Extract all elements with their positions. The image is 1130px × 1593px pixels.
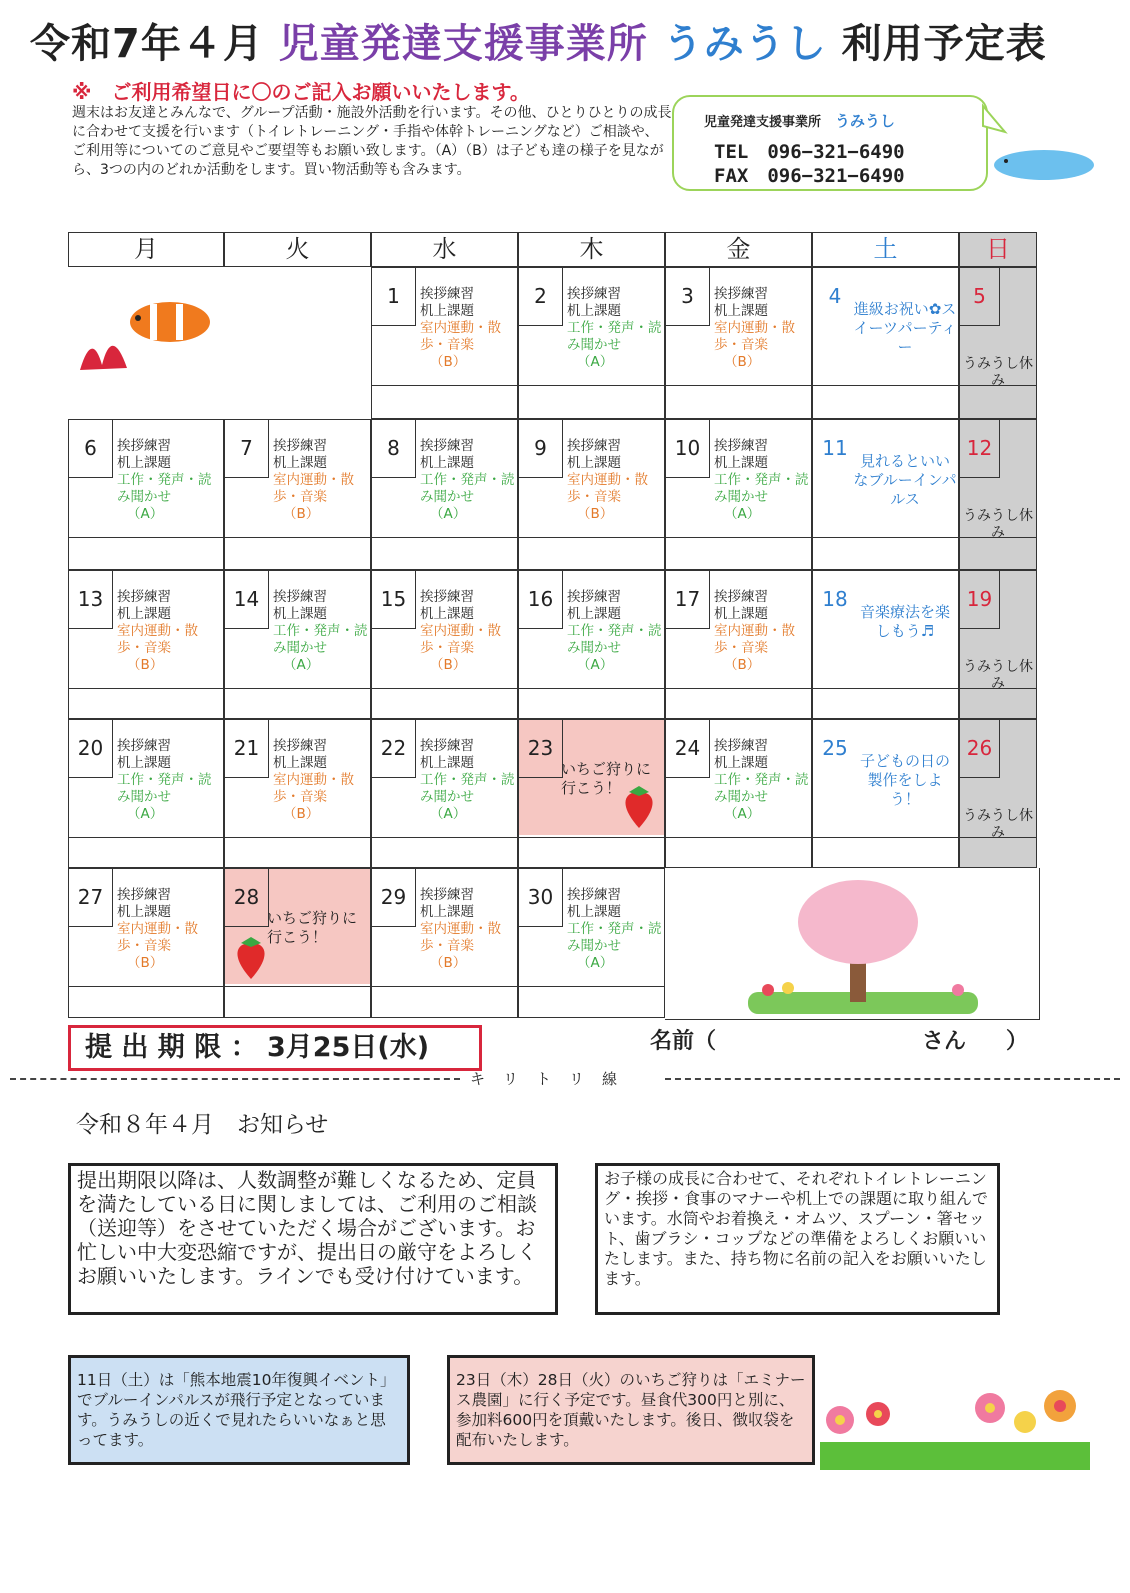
deadline-label: 提 出 期 限 ： 3月25日(水) bbox=[68, 1025, 482, 1071]
day-cell-21[interactable] bbox=[224, 719, 371, 868]
activity-a: 工作・発声・読み聞かせ bbox=[420, 772, 515, 805]
day-cell-20[interactable] bbox=[68, 719, 224, 868]
attendance-mark-area[interactable] bbox=[813, 688, 958, 689]
day-content bbox=[372, 420, 517, 535]
activity-list bbox=[420, 286, 520, 371]
activity-b: 室内運動・散歩・音楽 bbox=[714, 623, 795, 656]
day-number: 12 bbox=[960, 420, 1000, 478]
day-content bbox=[225, 720, 370, 835]
blue-impulse-notice-box: 11日（土）は「熊本地震10年復興イベント」でブルーインパルスが飛行予定となっています。うみうしの近くで見れたらいいなぁと思ってます。 bbox=[68, 1355, 410, 1465]
strawberry-event-text: いちご狩りに行こう！ bbox=[561, 760, 652, 797]
day-content bbox=[813, 420, 958, 535]
clownfish-coral-icon bbox=[72, 270, 222, 380]
attendance-mark-area[interactable] bbox=[225, 837, 370, 838]
day-cell-30[interactable] bbox=[518, 868, 665, 1018]
day-cell-10[interactable] bbox=[665, 419, 812, 570]
attendance-mark-area[interactable] bbox=[372, 537, 517, 538]
day-number: 19 bbox=[960, 571, 1000, 629]
activity-greeting: 挨拶練習 bbox=[420, 887, 474, 903]
activity-desk: 机上課題 bbox=[117, 904, 171, 920]
activity-tag: （A） bbox=[724, 506, 761, 522]
day-number: 14 bbox=[225, 571, 269, 629]
activity-desk: 机上課題 bbox=[714, 755, 768, 771]
activity-desk: 机上課題 bbox=[117, 606, 171, 622]
day-number: 15 bbox=[372, 571, 416, 629]
activity-tag: （A） bbox=[430, 506, 467, 522]
cut-line-label: キリトリ線 bbox=[470, 1070, 636, 1088]
day-number: 11 bbox=[822, 436, 848, 460]
day-content bbox=[225, 571, 370, 686]
contact-bubble bbox=[672, 95, 988, 191]
day-content bbox=[666, 571, 811, 686]
day-number: 21 bbox=[225, 720, 269, 778]
day-cell-28[interactable] bbox=[224, 868, 371, 1018]
activity-list bbox=[420, 438, 520, 523]
activity-greeting: 挨拶練習 bbox=[714, 738, 768, 754]
activity-list bbox=[117, 438, 217, 523]
attendance-mark-area[interactable] bbox=[372, 986, 517, 987]
activity-greeting: 挨拶練習 bbox=[567, 438, 621, 454]
title-prefix: 令和7年４月 bbox=[30, 21, 264, 67]
activity-a: 工作・発声・読み聞かせ bbox=[117, 772, 212, 805]
activity-list bbox=[273, 738, 373, 823]
activity-tag: （A） bbox=[577, 354, 614, 370]
day-content bbox=[519, 571, 664, 686]
attendance-mark-area[interactable] bbox=[519, 986, 664, 987]
day-content bbox=[813, 268, 958, 383]
day-number: 18 bbox=[822, 587, 848, 611]
day-number: 30 bbox=[519, 869, 563, 927]
day-number: 26 bbox=[960, 720, 1000, 778]
day-cell-16[interactable] bbox=[518, 570, 665, 719]
activity-list bbox=[714, 286, 814, 371]
day-cell-8[interactable] bbox=[371, 419, 518, 570]
bubble-tail-icon bbox=[975, 100, 1015, 140]
day-number: 16 bbox=[519, 571, 563, 629]
holiday-text: うみうし休み bbox=[963, 508, 1033, 541]
activity-tag: （A） bbox=[724, 806, 761, 822]
attendance-mark-area[interactable] bbox=[666, 837, 811, 838]
day-number: 23 bbox=[519, 720, 563, 778]
activity-tag: （B） bbox=[724, 657, 761, 673]
day-number: 24 bbox=[666, 720, 710, 778]
attendance-mark-area[interactable] bbox=[372, 837, 517, 838]
day-number: 6 bbox=[69, 420, 113, 478]
day-cell-5[interactable] bbox=[959, 267, 1037, 419]
activity-tag: （A） bbox=[127, 506, 164, 522]
activity-tag: （B） bbox=[724, 354, 761, 370]
day-number: 9 bbox=[519, 420, 563, 478]
name-label: 名前（ bbox=[650, 1029, 717, 1054]
activity-desk: 机上課題 bbox=[567, 303, 621, 319]
calendar bbox=[68, 232, 1040, 1020]
activity-greeting: 挨拶練習 bbox=[420, 438, 474, 454]
activity-greeting: 挨拶練習 bbox=[567, 589, 621, 605]
day-number: 28 bbox=[225, 869, 269, 927]
day-number: 7 bbox=[225, 420, 269, 478]
day-cell-13[interactable] bbox=[68, 570, 224, 719]
activity-greeting: 挨拶練習 bbox=[567, 286, 621, 302]
day-content bbox=[813, 720, 958, 835]
activity-list bbox=[117, 887, 217, 972]
day-content bbox=[813, 571, 958, 686]
day-cell-14[interactable] bbox=[224, 570, 371, 719]
belongings-notice-box: お子様の成長に合わせて、それぞれトイレトレーニング・挨拶・食事のマナーや机上での課題に取り組んでいます。水筒やお着換え・オムツ、スプーン・箸セット、歯ブラシ・コップなどの準備をよろしくお願いいたします。また、持ち物に名前の記入をお願いいたします。 bbox=[595, 1163, 1000, 1315]
day-cell-23[interactable] bbox=[518, 719, 665, 868]
activity-greeting: 挨拶練習 bbox=[714, 286, 768, 302]
day-content bbox=[519, 268, 664, 383]
activity-list bbox=[567, 438, 667, 523]
contact-fax: FAX 096−321−6490 bbox=[714, 165, 905, 187]
day-cell-12[interactable] bbox=[959, 419, 1037, 570]
activity-greeting: 挨拶練習 bbox=[117, 589, 171, 605]
activity-tag: （B） bbox=[577, 506, 614, 522]
day-content bbox=[372, 268, 517, 383]
day-content bbox=[69, 720, 223, 835]
activity-desk: 机上課題 bbox=[567, 455, 621, 471]
day-content bbox=[960, 268, 1036, 389]
activity-b: 室内運動・散歩・音楽 bbox=[273, 772, 354, 805]
attendance-mark-area[interactable] bbox=[225, 688, 370, 689]
event-text: 子どもの日の製作をしよう！ bbox=[859, 752, 950, 808]
day-number: 20 bbox=[69, 720, 113, 778]
day-content bbox=[519, 720, 664, 835]
activity-greeting: 挨拶練習 bbox=[714, 589, 768, 605]
activity-tag: （B） bbox=[127, 657, 164, 673]
flowers-icon bbox=[820, 1380, 1090, 1470]
page-title bbox=[30, 12, 1047, 69]
activity-list bbox=[714, 738, 814, 823]
attendance-mark-area[interactable] bbox=[813, 385, 958, 386]
activity-desk: 机上課題 bbox=[420, 303, 474, 319]
attendance-mark-area[interactable] bbox=[666, 385, 811, 386]
attendance-mark-area[interactable] bbox=[960, 385, 1036, 386]
activity-list bbox=[420, 887, 520, 972]
name-field[interactable] bbox=[650, 1024, 1029, 1055]
activity-tag: （A） bbox=[127, 806, 164, 822]
day-content bbox=[69, 571, 223, 686]
attendance-mark-area[interactable] bbox=[225, 537, 370, 538]
description-text: 週末はお友達とみんなで、グループ活動・施設外活動を行います。その他、ひとりひとりの成長に合わせて支援を行います（トイレトレーニング・手指や体幹トレーニングなど）ご相談や、ご利用等についてのご意見やご要望等もお願い致します。（A）（B）は子ども達の様子を見ながら、3つの内のどれか活動をします。買い物活動等も含みます。 bbox=[72, 105, 672, 178]
event-text: 音楽療法を楽しもう♬ bbox=[859, 603, 950, 640]
day-number: 25 bbox=[822, 736, 848, 760]
cut-line-right bbox=[665, 1078, 1120, 1080]
activity-tag: （A） bbox=[430, 806, 467, 822]
attendance-mark-area[interactable] bbox=[519, 688, 664, 689]
title-facility: 児童発達支援事業所 bbox=[278, 21, 648, 67]
activity-desk: 机上課題 bbox=[567, 606, 621, 622]
activity-list bbox=[420, 738, 520, 823]
day-cell-27[interactable] bbox=[68, 868, 224, 1018]
strawberry-notice-box: 23日（木）28日（火）のいちご狩りは「エミナース農園」に行く予定です。昼食代300円と別に、参加料600円を頂戴いたします。後日、徴収袋を配布いたします。 bbox=[447, 1355, 815, 1465]
attendance-mark-area[interactable] bbox=[69, 986, 223, 987]
holiday-text: うみうし休み bbox=[963, 356, 1033, 389]
weekday-6: 日 bbox=[959, 232, 1037, 267]
day-number: 27 bbox=[69, 869, 113, 927]
strawberry-icon bbox=[617, 782, 661, 830]
day-cell-9[interactable] bbox=[518, 419, 665, 570]
activity-a: 工作・発声・読み聞かせ bbox=[567, 921, 662, 954]
activity-desk: 机上課題 bbox=[714, 303, 768, 319]
day-number: 10 bbox=[666, 420, 710, 478]
activity-tag: （B） bbox=[430, 657, 467, 673]
activity-list bbox=[273, 589, 373, 674]
activity-desk: 机上課題 bbox=[273, 606, 327, 622]
name-close: ） bbox=[1006, 1029, 1029, 1054]
activity-greeting: 挨拶練習 bbox=[420, 286, 474, 302]
activity-desk: 机上課題 bbox=[567, 904, 621, 920]
notice-text: ※ ご利用希望日に〇のご記入お願いいたします。 bbox=[72, 80, 530, 104]
activity-greeting: 挨拶練習 bbox=[420, 738, 474, 754]
activity-greeting: 挨拶練習 bbox=[117, 738, 171, 754]
day-content bbox=[372, 869, 517, 984]
activity-desk: 机上課題 bbox=[273, 755, 327, 771]
activity-a: 工作・発声・読み聞かせ bbox=[714, 472, 809, 505]
day-cell-11[interactable] bbox=[812, 419, 959, 570]
day-cell-6[interactable] bbox=[68, 419, 224, 570]
activity-greeting: 挨拶練習 bbox=[273, 589, 327, 605]
day-cell-25[interactable] bbox=[812, 719, 959, 868]
activity-list bbox=[567, 286, 667, 371]
attendance-mark-area[interactable] bbox=[372, 385, 517, 386]
day-number: 3 bbox=[666, 268, 710, 326]
day-cell-7[interactable] bbox=[224, 419, 371, 570]
activity-desk: 机上課題 bbox=[117, 755, 171, 771]
activity-desk: 机上課題 bbox=[420, 455, 474, 471]
attendance-mark-area[interactable] bbox=[666, 688, 811, 689]
activity-b: 室内運動・散歩・音楽 bbox=[117, 623, 198, 656]
event-text: 見れるといいなブルーインパルス bbox=[853, 452, 957, 508]
day-content bbox=[69, 420, 223, 535]
cloud-fish-icon bbox=[992, 143, 1096, 185]
activity-desk: 机上課題 bbox=[273, 455, 327, 471]
holiday-text: うみうし休み bbox=[963, 659, 1033, 692]
day-cell-18[interactable] bbox=[812, 570, 959, 719]
weekday-1: 火 bbox=[224, 232, 371, 267]
weekday-3: 木 bbox=[518, 232, 665, 267]
activity-b: 室内運動・散歩・音楽 bbox=[117, 921, 198, 954]
day-content bbox=[960, 420, 1036, 541]
activity-list bbox=[714, 589, 814, 674]
attendance-mark-area[interactable] bbox=[372, 688, 517, 689]
day-cell-19[interactable] bbox=[959, 570, 1037, 719]
activity-a: 工作・発声・読み聞かせ bbox=[273, 623, 368, 656]
activity-desk: 机上課題 bbox=[714, 455, 768, 471]
activity-greeting: 挨拶練習 bbox=[273, 438, 327, 454]
attendance-mark-area[interactable] bbox=[960, 837, 1036, 838]
contact-tel: TEL 096−321−6490 bbox=[714, 141, 905, 163]
day-content bbox=[372, 571, 517, 686]
day-cell-29[interactable] bbox=[371, 868, 518, 1018]
day-content bbox=[666, 268, 811, 383]
activity-list bbox=[420, 589, 520, 674]
activity-a: 工作・発声・読み聞かせ bbox=[420, 472, 515, 505]
day-cell-24[interactable] bbox=[665, 719, 812, 868]
attendance-mark-area[interactable] bbox=[69, 537, 223, 538]
activity-tag: （B） bbox=[283, 806, 320, 822]
activity-greeting: 挨拶練習 bbox=[273, 738, 327, 754]
contact-label: 児童発達支援事業所 うみうし bbox=[704, 112, 896, 130]
day-number: 5 bbox=[960, 268, 1000, 326]
activity-desk: 机上課題 bbox=[420, 755, 474, 771]
day-content bbox=[225, 420, 370, 535]
day-number: 22 bbox=[372, 720, 416, 778]
attendance-mark-area[interactable] bbox=[225, 986, 370, 987]
activity-b: 室内運動・散歩・音楽 bbox=[714, 320, 795, 353]
day-cell-17[interactable] bbox=[665, 570, 812, 719]
activity-desk: 机上課題 bbox=[117, 455, 171, 471]
day-content bbox=[666, 420, 811, 535]
activity-a: 工作・発声・読み聞かせ bbox=[567, 320, 662, 353]
activity-tag: （A） bbox=[577, 955, 614, 971]
cut-line-left bbox=[10, 1078, 460, 1080]
activity-list bbox=[714, 438, 814, 523]
day-number: 17 bbox=[666, 571, 710, 629]
day-content bbox=[69, 869, 223, 984]
activity-greeting: 挨拶練習 bbox=[714, 438, 768, 454]
activity-b: 室内運動・散歩・音楽 bbox=[420, 320, 501, 353]
day-cell-1[interactable] bbox=[371, 267, 518, 419]
attendance-mark-area[interactable] bbox=[813, 537, 958, 538]
activity-tag: （B） bbox=[283, 506, 320, 522]
activity-b: 室内運動・散歩・音楽 bbox=[567, 472, 648, 505]
activity-list bbox=[567, 887, 667, 972]
activity-greeting: 挨拶練習 bbox=[420, 589, 474, 605]
activity-b: 室内運動・散歩・音楽 bbox=[420, 623, 501, 656]
day-content bbox=[960, 720, 1036, 841]
activity-greeting: 挨拶練習 bbox=[117, 438, 171, 454]
day-number: 4 bbox=[828, 284, 842, 308]
day-number: 2 bbox=[519, 268, 563, 326]
day-content bbox=[666, 720, 811, 835]
title-name: うみうし bbox=[662, 21, 827, 67]
deadline-notice-box: 提出期限以降は、人数調整が難しくなるため、定員を満たしている日に関しましては、ご利用のご相談（送迎等）をさせていただく場合がございます。お忙しい中大変恐縮ですが、提出日の厳守をよろしくお願いいたします。ラインでも受け付けています。 bbox=[68, 1163, 558, 1315]
day-cell-26[interactable] bbox=[959, 719, 1037, 868]
day-cell-2[interactable] bbox=[518, 267, 665, 419]
contact-name: うみうし bbox=[835, 112, 896, 130]
activity-greeting: 挨拶練習 bbox=[117, 887, 171, 903]
day-cell-15[interactable] bbox=[371, 570, 518, 719]
activity-desk: 机上課題 bbox=[420, 606, 474, 622]
day-cell-22[interactable] bbox=[371, 719, 518, 868]
weekday-2: 水 bbox=[371, 232, 518, 267]
attendance-mark-area[interactable] bbox=[519, 385, 664, 386]
attendance-mark-area[interactable] bbox=[519, 837, 664, 838]
day-content bbox=[225, 869, 370, 984]
day-cell-4[interactable] bbox=[812, 267, 959, 419]
strawberry-event-text: いちご狩りに行こう！ bbox=[267, 909, 358, 946]
event-text: 進級お祝い✿スイーツパーティー bbox=[853, 300, 957, 356]
day-content bbox=[960, 571, 1036, 692]
activity-b: 室内運動・散歩・音楽 bbox=[273, 472, 354, 505]
activity-tag: （B） bbox=[430, 955, 467, 971]
weekday-4: 金 bbox=[665, 232, 812, 267]
holiday-text: うみうし休み bbox=[963, 808, 1033, 841]
name-san: さん bbox=[922, 1029, 967, 1054]
activity-greeting: 挨拶練習 bbox=[567, 887, 621, 903]
title-suffix: 利用予定表 bbox=[841, 21, 1047, 67]
day-number: 1 bbox=[372, 268, 416, 326]
day-content bbox=[372, 720, 517, 835]
cherry-tree-icon bbox=[708, 872, 1008, 1022]
weekday-5: 土 bbox=[812, 232, 959, 267]
attendance-mark-area[interactable] bbox=[813, 837, 958, 838]
activity-list bbox=[567, 589, 667, 674]
day-content bbox=[519, 420, 664, 535]
attendance-mark-area[interactable] bbox=[960, 688, 1036, 689]
activity-a: 工作・発声・読み聞かせ bbox=[714, 772, 809, 805]
attendance-mark-area[interactable] bbox=[519, 537, 664, 538]
attendance-mark-area[interactable] bbox=[960, 537, 1036, 538]
activity-tag: （B） bbox=[127, 955, 164, 971]
day-content bbox=[519, 869, 664, 984]
notice-title: 令和８年４月 お知らせ bbox=[76, 1112, 329, 1138]
activity-tag: （A） bbox=[577, 657, 614, 673]
activity-list bbox=[117, 738, 217, 823]
activity-a: 工作・発声・読み聞かせ bbox=[567, 623, 662, 656]
activity-tag: （B） bbox=[430, 354, 467, 370]
activity-desk: 机上課題 bbox=[714, 606, 768, 622]
day-number: 13 bbox=[69, 571, 113, 629]
activity-b: 室内運動・散歩・音楽 bbox=[420, 921, 501, 954]
activity-list bbox=[117, 589, 217, 674]
activity-a: 工作・発声・読み聞かせ bbox=[117, 472, 212, 505]
attendance-mark-area[interactable] bbox=[666, 537, 811, 538]
activity-desk: 机上課題 bbox=[420, 904, 474, 920]
strawberry-icon bbox=[229, 933, 273, 981]
day-cell-3[interactable] bbox=[665, 267, 812, 419]
activity-list bbox=[273, 438, 373, 523]
activity-tag: （A） bbox=[283, 657, 320, 673]
day-number: 8 bbox=[372, 420, 416, 478]
attendance-mark-area[interactable] bbox=[69, 837, 223, 838]
attendance-mark-area[interactable] bbox=[69, 688, 223, 689]
weekday-0: 月 bbox=[68, 232, 224, 267]
day-number: 29 bbox=[372, 869, 416, 927]
